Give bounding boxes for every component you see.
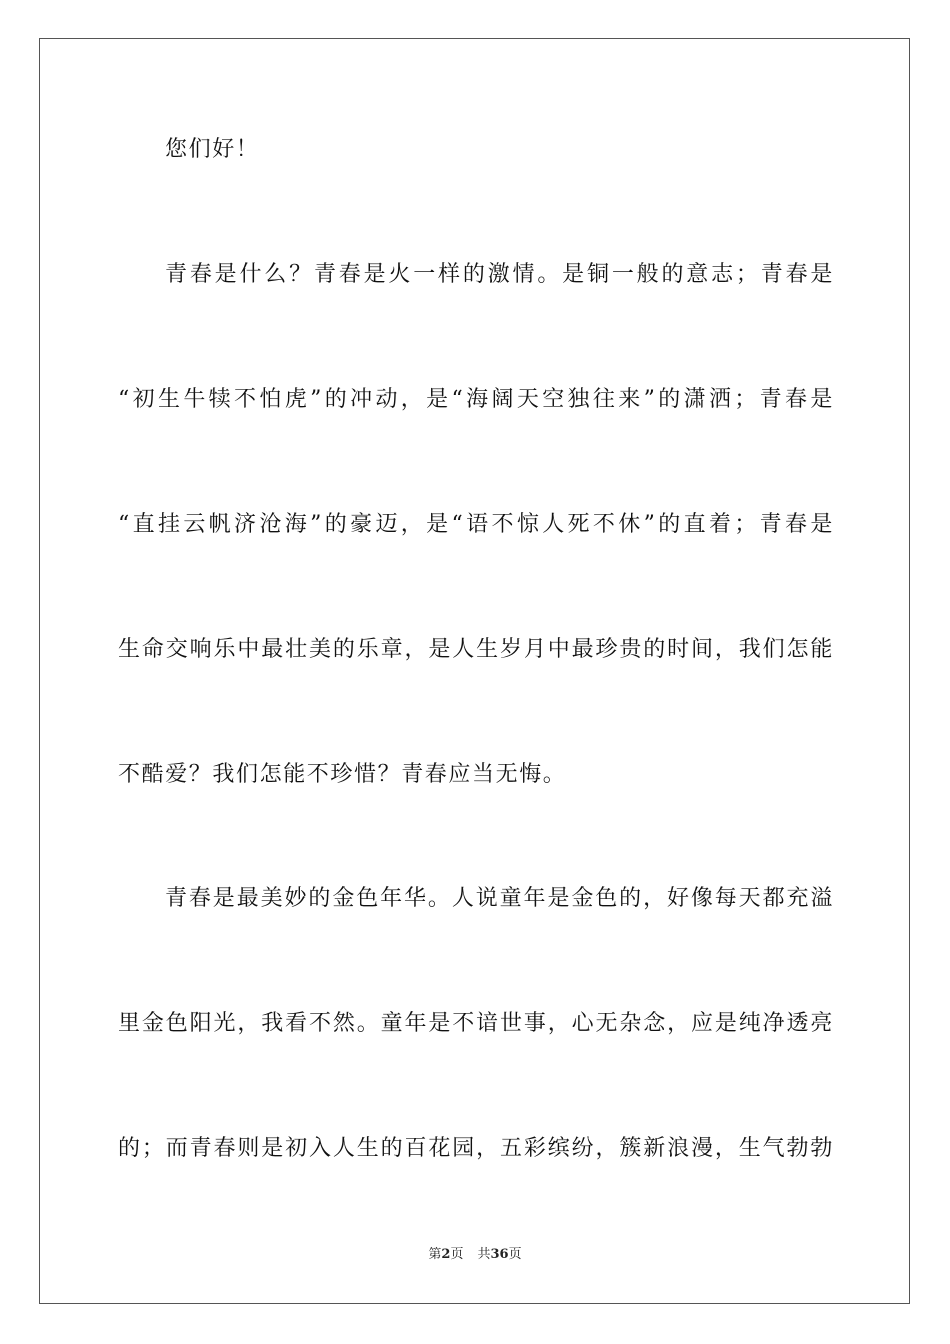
page-prefix: 第 xyxy=(428,1247,442,1262)
page-border xyxy=(39,38,910,1304)
paragraph-1-line-5: 不酷爱？我们怎能不珍惜？青春应当无悔。 xyxy=(118,762,567,787)
paragraph-2-line-1: 青春是最美妙的金色年华。人说童年是金色的，好像每天都充溢 xyxy=(165,886,834,911)
page-footer xyxy=(0,1246,950,1264)
greeting-line: 您们好！ xyxy=(165,137,260,162)
paragraph-2-line-2: 里金色阳光，我看不然。童年是不谙世事，心无杂念，应是纯净透亮 xyxy=(118,1011,834,1036)
total-pages: 36 xyxy=(490,1247,509,1262)
page-number: 2 xyxy=(441,1247,451,1262)
paragraph-1-line-4: 生命交响乐中最壮美的乐章，是人生岁月中最珍贵的时间，我们怎能 xyxy=(118,637,834,662)
total-prefix: 共 xyxy=(477,1247,491,1262)
page-suffix: 页 xyxy=(450,1247,464,1262)
paragraph-1-line-1: 青春是什么？青春是火一样的激情。是铜一般的意志；青春是 xyxy=(165,262,834,287)
paragraph-2-line-3: 的；而青春则是初入人生的百花园，五彩缤纷，簇新浪漫，生气勃勃 xyxy=(118,1136,834,1161)
paragraph-1-line-2: “初生牛犊不怕虎”的冲动，是“海阔天空独往来”的潇洒；青春是 xyxy=(118,387,834,412)
paragraph-1-line-3: “直挂云帆济沧海”的豪迈，是“语不惊人死不休”的直着；青春是 xyxy=(118,512,834,537)
total-suffix: 页 xyxy=(508,1247,522,1262)
